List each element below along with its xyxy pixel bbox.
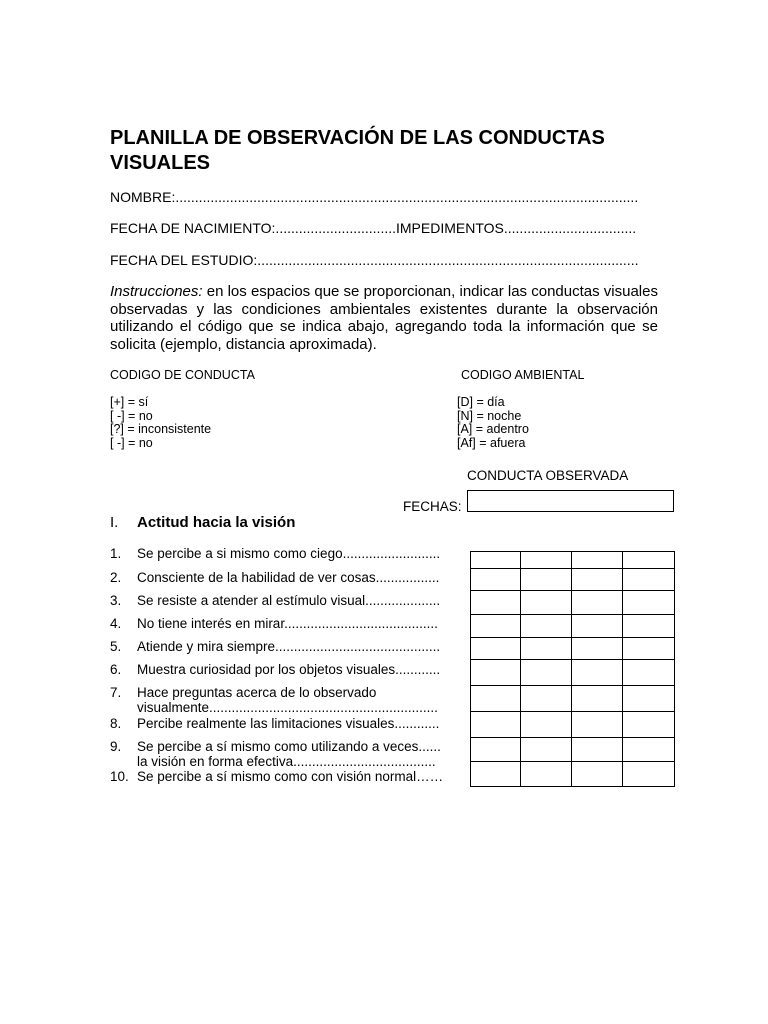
behavior-code-item: [ -] = no	[110, 436, 153, 451]
grid-line	[470, 551, 471, 787]
item-number: 2.	[110, 570, 122, 585]
item-text: No tiene interés en mirar.........................................	[137, 616, 438, 631]
grid-line	[470, 614, 675, 615]
item-text: Se percibe a sí mismo como con visión normal……	[137, 769, 444, 784]
item-number: 10.	[110, 769, 129, 784]
dates-label: FECHAS:	[403, 499, 462, 514]
behavior-code-heading: CODIGO DE CONDUCTA	[110, 368, 255, 382]
observed-behavior-heading: CONDUCTA OBSERVADA	[467, 468, 629, 483]
instructions	[110, 283, 658, 353]
item-number: 6.	[110, 662, 122, 677]
item-text: Percibe realmente las limitaciones visuales............	[137, 716, 440, 731]
document-title: PLANILLA DE OBSERVACIÓN DE LAS CONDUCTAS VISUALES	[110, 127, 605, 174]
item-number: 4.	[110, 616, 122, 631]
dates-box[interactable]	[467, 490, 674, 512]
item-text: Atiende y mira siempre............................................	[137, 639, 441, 654]
grid-line	[674, 551, 675, 787]
behavior-code-item: [+] = sí	[110, 395, 149, 409]
instructions-lead: Instrucciones:	[110, 283, 203, 300]
item-number: 9.	[110, 739, 122, 754]
item-number: 8.	[110, 716, 122, 731]
item-number: 5.	[110, 639, 122, 654]
environment-code-item: [N] = noche	[457, 408, 522, 423]
item-text: la visión en forma efectiva......................................	[137, 753, 436, 769]
grid-line	[470, 568, 675, 569]
environment-code-item: [D] = día	[457, 395, 505, 409]
grid-line	[470, 685, 675, 686]
environment-code-heading: CODIGO AMBIENTAL	[461, 368, 585, 382]
behavior-code-item: [ -] = no	[110, 408, 153, 423]
grid-line	[470, 659, 675, 660]
study-date-field: FECHA DEL ESTUDIO:..................................................................................................	[110, 252, 639, 268]
grid-line	[571, 551, 572, 787]
item-number: 3.	[110, 593, 122, 608]
birthdate-impediments-field: FECHA DE NACIMIENTO:...............................IMPEDIMENTOS..................................	[110, 220, 637, 236]
environment-code-item: [Af] = afuera	[457, 436, 526, 451]
nombre-field: NOMBRE:.......................................................................................................................	[110, 189, 639, 205]
environment-code-item: [A] = adentro	[457, 422, 529, 437]
item-text: visualmente.............................................................	[137, 699, 438, 715]
item-text: Se percibe a sí mismo como utilizando a veces......	[137, 739, 441, 754]
grid-line	[622, 551, 623, 787]
item-text: Se percibe a si mismo como ciego..........................	[137, 546, 441, 561]
grid-line	[470, 761, 675, 762]
grid-line	[470, 711, 675, 712]
grid-line	[520, 551, 521, 787]
section-number: I.	[110, 514, 119, 531]
behavior-code-list	[110, 396, 211, 451]
item-text: Hace preguntas acerca de lo observado	[137, 685, 377, 700]
behavior-code-item: [?] = inconsistente	[110, 422, 212, 437]
grid-line	[470, 551, 675, 552]
instructions-text: en los espacios que se proporcionan, indicar las conductas visuales observadas y las condiciones ambientales existentes durante la observación utilizando el código que se indica abajo, agregando toda la información que se solicita (ejemplo, distancia aproximada).	[110, 283, 658, 353]
item-text: Consciente de la habilidad de ver cosas.................	[137, 570, 440, 585]
grid-line	[470, 637, 675, 638]
grid-line	[470, 590, 675, 591]
item-number: 7.	[110, 685, 122, 700]
section-title: Actitud hacia la visión	[137, 514, 296, 531]
item-text: Se resiste a atender al estímulo visual....................	[137, 593, 441, 608]
item-number: 1.	[110, 546, 122, 561]
observation-grid[interactable]	[470, 551, 675, 787]
grid-line	[470, 737, 675, 738]
item-text: Muestra curiosidad por los objetos visuales............	[137, 662, 441, 677]
grid-line	[470, 786, 675, 787]
environment-code-list	[457, 396, 529, 451]
